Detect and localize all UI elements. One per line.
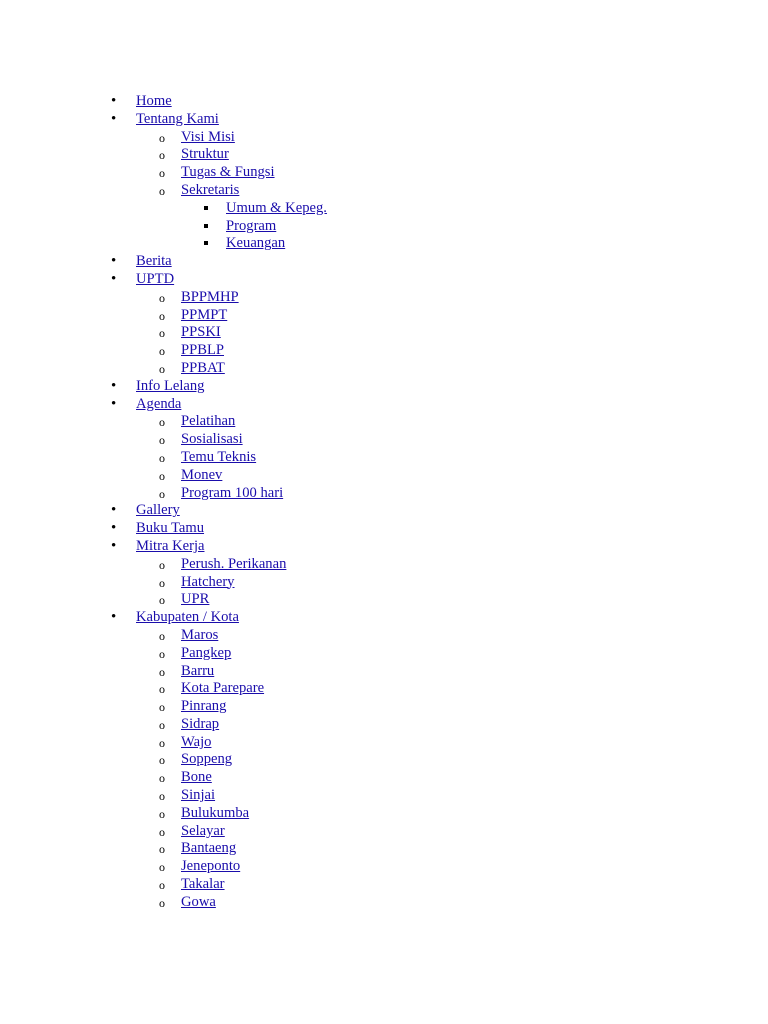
nav-item-selayar [181,822,327,840]
nav-item-buku-tamu [136,519,327,537]
nav-row [136,537,327,555]
nav-link-bppmhp[interactable]: BPPMHP [181,288,239,305]
nav-link-ppblp[interactable]: PPBLP [181,342,224,359]
nav-item-umum-and-kepeg [226,199,327,217]
nav-link-pangkep[interactable]: Pangkep [181,644,232,661]
nav-link-kabupaten-kota[interactable]: Kabupaten / Kota [136,609,239,626]
nav-row [181,786,327,804]
nav-item-sinjai [181,786,327,804]
nav-link-kota-parepare[interactable]: Kota Parepare [181,680,265,697]
nav-row [226,217,327,235]
main-navigation [136,92,327,911]
nav-item-ppblp [181,341,327,359]
nav-row [181,857,327,875]
nav-item-program-100-hari [181,484,327,502]
nav-list [136,92,327,911]
nav-row [181,145,327,163]
nav-row [136,377,327,395]
nav-row [136,270,327,288]
nav-item-gallery [136,501,327,519]
nav-row [181,822,327,840]
nav-item-tentang-kami [136,110,327,252]
nav-link-umum-and-kepeg[interactable]: Umum & Kepeg. [226,199,327,216]
nav-row [181,679,327,697]
nav-link-hatchery[interactable]: Hatchery [181,573,235,590]
nav-link-home[interactable]: Home [136,93,172,109]
nav-link-mitra-kerja[interactable]: Mitra Kerja [136,537,205,554]
nav-item-perush-perikanan [181,555,327,573]
nav-link-perush-perikanan[interactable]: Perush. Perikanan [181,555,287,572]
nav-row [181,662,327,680]
nav-link-jeneponto[interactable]: Jeneponto [181,858,241,875]
nav-row [226,234,327,252]
nav-link-gallery[interactable]: Gallery [136,502,180,519]
nav-row [181,359,327,377]
nav-link-bantaeng[interactable]: Bantaeng [181,840,237,857]
nav-link-pinrang[interactable]: Pinrang [181,698,227,715]
nav-row [136,92,327,110]
nav-row [181,750,327,768]
nav-link-tugas-and-fungsi[interactable]: Tugas & Fungsi [181,164,275,181]
nav-row [181,412,327,430]
nav-link-program-100-hari[interactable]: Program 100 hari [181,484,284,501]
nav-row [181,715,327,733]
nav-link-bone[interactable]: Bone [181,769,212,786]
nav-link-upr[interactable]: UPR [181,591,210,608]
nav-link-sinjai[interactable]: Sinjai [181,787,216,804]
nav-link-program[interactable]: Program [226,217,277,234]
nav-link-agenda[interactable]: Agenda [136,395,182,412]
nav-submenu [136,288,327,377]
nav-link-sosialisasi[interactable]: Sosialisasi [181,431,243,448]
nav-link-sidrap[interactable]: Sidrap [181,715,220,732]
nav-item-gowa [181,893,327,911]
nav-link-ppbat[interactable]: PPBAT [181,359,225,376]
nav-link-takalar[interactable]: Takalar [181,876,225,893]
nav-item-tugas-and-fungsi [181,163,327,181]
nav-row [181,733,327,751]
nav-item-pelatihan [181,412,327,430]
nav-link-keuangan[interactable]: Keuangan [226,235,286,252]
nav-item-soppeng [181,750,327,768]
nav-row [181,323,327,341]
nav-row [136,395,327,413]
nav-item-mitra-kerja [136,537,327,608]
nav-row [136,608,327,626]
nav-item-maros [181,626,327,644]
nav-row [181,163,327,181]
nav-item-ppbat [181,359,327,377]
nav-item-berita [136,252,327,270]
nav-item-bone [181,768,327,786]
nav-link-soppeng[interactable]: Soppeng [181,751,233,768]
nav-item-uptd [136,270,327,377]
nav-row [181,288,327,306]
nav-link-wajo[interactable]: Wajo [181,733,212,750]
nav-link-uptd[interactable]: UPTD [136,270,175,287]
nav-row [181,181,327,199]
nav-link-gowa[interactable]: Gowa [181,893,216,910]
nav-item-program [226,217,327,235]
nav-row [136,501,327,519]
nav-row [136,252,327,270]
nav-item-pangkep [181,644,327,662]
nav-item-ppski [181,323,327,341]
nav-item-struktur [181,145,327,163]
nav-link-temu-teknis[interactable]: Temu Teknis [181,448,257,465]
nav-item-wajo [181,733,327,751]
nav-row [181,804,327,822]
nav-link-sekretaris[interactable]: Sekretaris [181,181,240,198]
nav-row [181,644,327,662]
nav-submenu [181,199,327,252]
nav-link-pelatihan[interactable]: Pelatihan [181,413,236,430]
nav-row [181,839,327,857]
nav-link-tentang-kami[interactable]: Tentang Kami [136,110,219,127]
nav-row [181,697,327,715]
nav-item-sidrap [181,715,327,733]
nav-row [181,768,327,786]
nav-link-buku-tamu[interactable]: Buku Tamu [136,520,205,537]
nav-submenu [136,555,327,608]
nav-row [181,430,327,448]
nav-row [181,875,327,893]
nav-item-hatchery [181,573,327,591]
nav-link-ppmpt[interactable]: PPMPT [181,306,228,323]
nav-row [181,466,327,484]
nav-row [181,128,327,146]
nav-item-barru [181,662,327,680]
nav-row [181,893,327,911]
nav-item-kabupaten-kota [136,608,327,911]
nav-link-monev[interactable]: Monev [181,466,223,483]
nav-link-barru[interactable]: Barru [181,662,215,679]
nav-link-ppski[interactable]: PPSKI [181,324,221,341]
nav-item-bantaeng [181,839,327,857]
nav-item-ppmpt [181,306,327,324]
nav-item-temu-teknis [181,448,327,466]
nav-item-keuangan [226,234,327,252]
nav-submenu [136,626,327,911]
nav-item-sekretaris [181,181,327,252]
nav-item-bulukumba [181,804,327,822]
nav-link-struktur[interactable]: Struktur [181,146,229,163]
nav-item-monev [181,466,327,484]
nav-link-selayar[interactable]: Selayar [181,822,225,839]
nav-row [181,573,327,591]
nav-link-maros[interactable]: Maros [181,626,219,643]
nav-item-jeneponto [181,857,327,875]
nav-item-upr [181,590,327,608]
nav-row [136,110,327,128]
nav-item-pinrang [181,697,327,715]
nav-item-agenda [136,395,327,502]
nav-row [181,555,327,573]
nav-row [226,199,327,217]
nav-item-visi-misi [181,128,327,146]
nav-row [181,306,327,324]
nav-row [181,626,327,644]
nav-item-kota-parepare [181,679,327,697]
nav-link-bulukumba[interactable]: Bulukumba [181,804,250,821]
nav-item-sosialisasi [181,430,327,448]
nav-item-home [136,92,327,110]
nav-row [181,341,327,359]
nav-link-berita[interactable]: Berita [136,253,172,270]
nav-submenu [136,128,327,253]
nav-item-bppmhp [181,288,327,306]
nav-item-info-lelang [136,377,327,395]
nav-submenu [136,412,327,501]
nav-row [181,448,327,466]
nav-link-info-lelang[interactable]: Info Lelang [136,377,205,394]
nav-row [181,590,327,608]
nav-row [136,519,327,537]
nav-item-takalar [181,875,327,893]
nav-link-visi-misi[interactable]: Visi Misi [181,128,235,145]
nav-row [181,484,327,502]
